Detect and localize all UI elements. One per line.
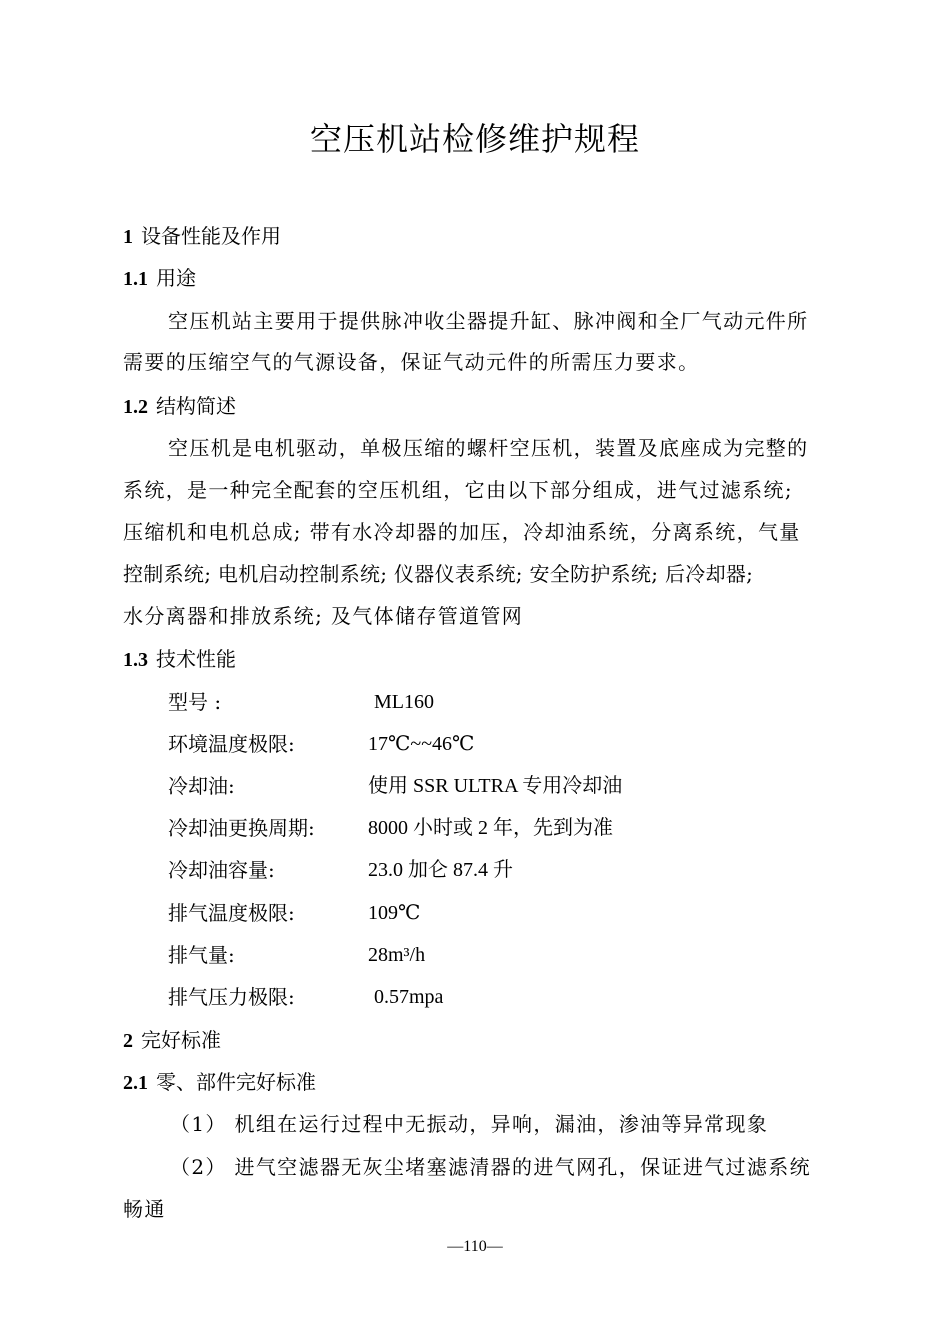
paragraph-line: 压缩机和电机总成; 带有水冷却器的加压，冷却油系统，分离系统，气量	[123, 520, 801, 544]
spec-label: 排气压力极限:	[168, 985, 295, 1009]
spec-value: 0.57mpa	[374, 986, 444, 1008]
section-title: 技术性能	[156, 647, 236, 671]
section-number: 1.3	[123, 649, 148, 671]
paragraph-line: 空压机是电机驱动，单极压缩的螺杆空压机，装置及底座成为完整的	[168, 436, 809, 460]
document-title: 空压机站检修维护规程	[309, 120, 640, 158]
section-title: 设备性能及作用	[141, 224, 281, 248]
section-title: 结构简述	[156, 394, 236, 418]
spec-value: 28m³/h	[368, 944, 426, 966]
spec-label: 冷却油更换周期:	[168, 816, 315, 840]
section-number: 2	[123, 1030, 133, 1052]
spec-label: 型号 :	[168, 690, 222, 714]
section-1-1-heading	[123, 264, 196, 293]
paragraph-line: 需要的压缩空气的气源设备，保证气动元件的所需压力要求。	[123, 350, 700, 374]
section-title: 完好标准	[141, 1028, 221, 1052]
list-item: （2） 进气空滤器无灰尘堵塞滤清器的进气网孔，保证进气过滤系统	[170, 1155, 811, 1179]
list-item: （1） 机组在运行过程中无振动，异响，漏油，渗油等异常现象	[170, 1112, 769, 1136]
list-item-continuation: 畅通	[123, 1197, 166, 1221]
spec-label: 排气量:	[168, 943, 235, 967]
spec-value: 17℃~~46℃	[368, 733, 475, 755]
spec-label: 冷却油容量:	[168, 858, 275, 882]
spec-value: 使用 SSR ULTRA 专用冷却油	[368, 775, 623, 797]
paragraph-line: 系统，是一种完全配套的空压机组，它由以下部分组成，进气过滤系统;	[123, 478, 793, 502]
paragraph-line: 水分离器和排放系统; 及气体储存管道管网	[123, 604, 524, 628]
spec-value: 8000 小时或 2 年，先到为准	[368, 817, 613, 839]
spec-value: 23.0 加仑 87.4 升	[368, 859, 513, 881]
section-2-1-heading	[123, 1068, 316, 1097]
spec-label: 环境温度极限:	[168, 732, 295, 756]
section-1-heading	[123, 222, 281, 251]
section-title: 用途	[156, 266, 196, 290]
spec-value: ML160	[374, 691, 434, 713]
section-number: 1.1	[123, 268, 148, 290]
section-number: 1.2	[123, 396, 148, 418]
section-1-3-heading	[123, 645, 236, 674]
section-number: 2.1	[123, 1072, 148, 1094]
section-title: 零、部件完好标准	[156, 1070, 316, 1094]
page-number: —110—	[447, 1238, 503, 1255]
spec-label: 排气温度极限:	[168, 901, 295, 925]
section-number: 1	[123, 226, 133, 248]
spec-value: 109℃	[368, 902, 421, 924]
section-1-2-heading	[123, 392, 236, 421]
paragraph-line: 控制系统; 电机启动控制系统; 仪器仪表系统; 安全防护系统; 后冷却器;	[123, 562, 754, 586]
spec-label: 冷却油:	[168, 774, 235, 798]
paragraph-line: 空压机站主要用于提供脉冲收尘器提升缸、脉冲阀和全厂气动元件所	[168, 309, 809, 333]
section-2-heading	[123, 1026, 221, 1055]
